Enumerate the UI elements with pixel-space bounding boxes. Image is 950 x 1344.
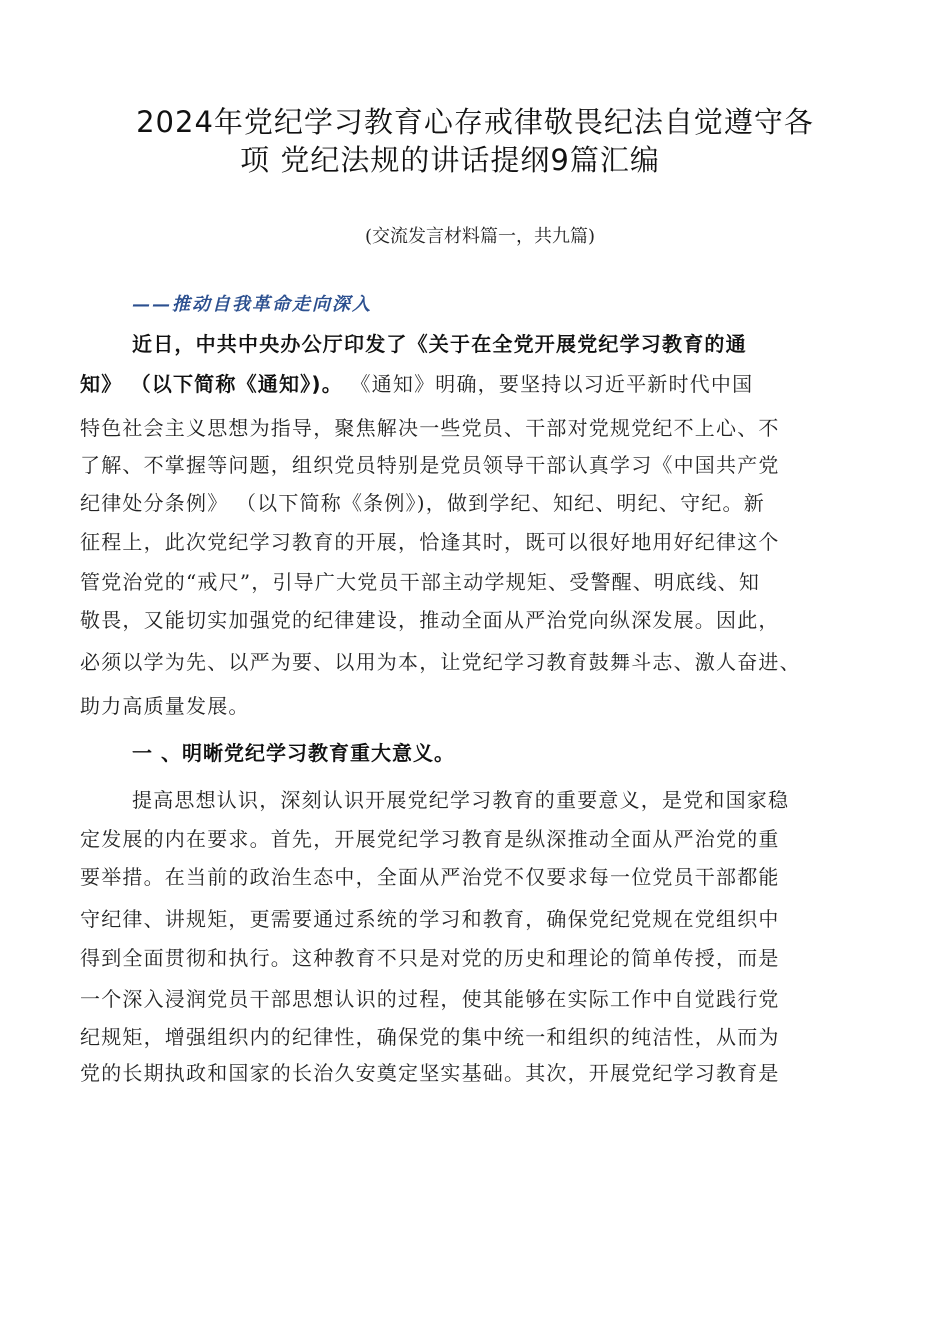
section-1-line-8: 党的长期执政和国家的长治久安奠定坚实基础。其次，开展党纪学习教育是: [80, 1061, 780, 1085]
intro-line-7: 管党治党的“戒尺”，引导广大党员干部主动学规矩、受警醒、明底线、知: [80, 570, 761, 594]
document-title-line-1: 2024年党纪学习教育心存戒律敬畏纪法自觉遵守各: [136, 105, 814, 139]
theme-line: ——推动自我革命走向深入: [132, 294, 372, 315]
intro-line-10: 助力高质量发展。: [80, 694, 250, 718]
intro-line-2-bold: 知》 （以下简称《通知》)。: [80, 372, 343, 396]
intro-line-9: 必须以学为先、以严为要、以用为本，让党纪学习教育鼓舞斗志、激人奋进、: [80, 650, 801, 674]
intro-line-1: 近日，中共中央办公厅印发了《关于在全党开展党纪学习教育的通: [132, 332, 747, 356]
intro-line-6: 征程上，此次党纪学习教育的开展，恰逢其时，既可以很好地用好纪律这个: [80, 530, 780, 554]
intro-line-5: 纪律处分条例》 （以下简称《条例》)，做到学纪、知纪、明纪、守纪。新: [80, 491, 765, 515]
intro-line-2: [80, 368, 753, 397]
section-1-heading: 一 、明晰党纪学习教育重大意义。: [132, 741, 455, 765]
document-subtitle: (交流发言材料篇一，共九篇): [365, 226, 596, 247]
section-1-line-6: 一个深入浸润党员干部思想认识的过程，使其能够在实际工作中自觉践行党: [80, 987, 780, 1011]
section-1-line-2: 定发展的内在要求。首先，开展党纪学习教育是纵深推动全面从严治党的重: [80, 827, 780, 851]
section-1-line-7: 纪规矩，增强组织内的纪律性，确保党的集中统一和组织的纯洁性，从而为: [80, 1025, 780, 1049]
intro-line-2-rest: 《通知》明确，要坚持以习近平新时代中国: [342, 372, 754, 396]
intro-line-4: 了解、不掌握等问题，组织党员特别是党员领导干部认真学习《中国共产党: [80, 453, 780, 477]
section-1-line-4: 守纪律、讲规矩，更需要通过系统的学习和教育，确保党纪党规在党组织中: [80, 907, 780, 931]
section-1-line-3: 要举措。在当前的政治生态中，全面从严治党不仅要求每一位党员干部都能: [80, 865, 780, 889]
intro-line-8: 敬畏，又能切实加强党的纪律建设，推动全面从严治党向纵深发展。因此，: [80, 608, 780, 632]
section-1-line-1: 提高思想认识，深刻认识开展党纪学习教育的重要意义，是党和国家稳: [132, 788, 790, 812]
intro-line-3: 特色社会主义思想为指导，聚焦解决一些党员、干部对党规党纪不上心、不: [80, 416, 780, 440]
section-1-line-5: 得到全面贯彻和执行。这种教育不只是对党的历史和理论的简单传授，而是: [80, 946, 780, 970]
document-title-line-2: 项 党纪法规的讲话提纲9篇汇编: [240, 143, 660, 177]
